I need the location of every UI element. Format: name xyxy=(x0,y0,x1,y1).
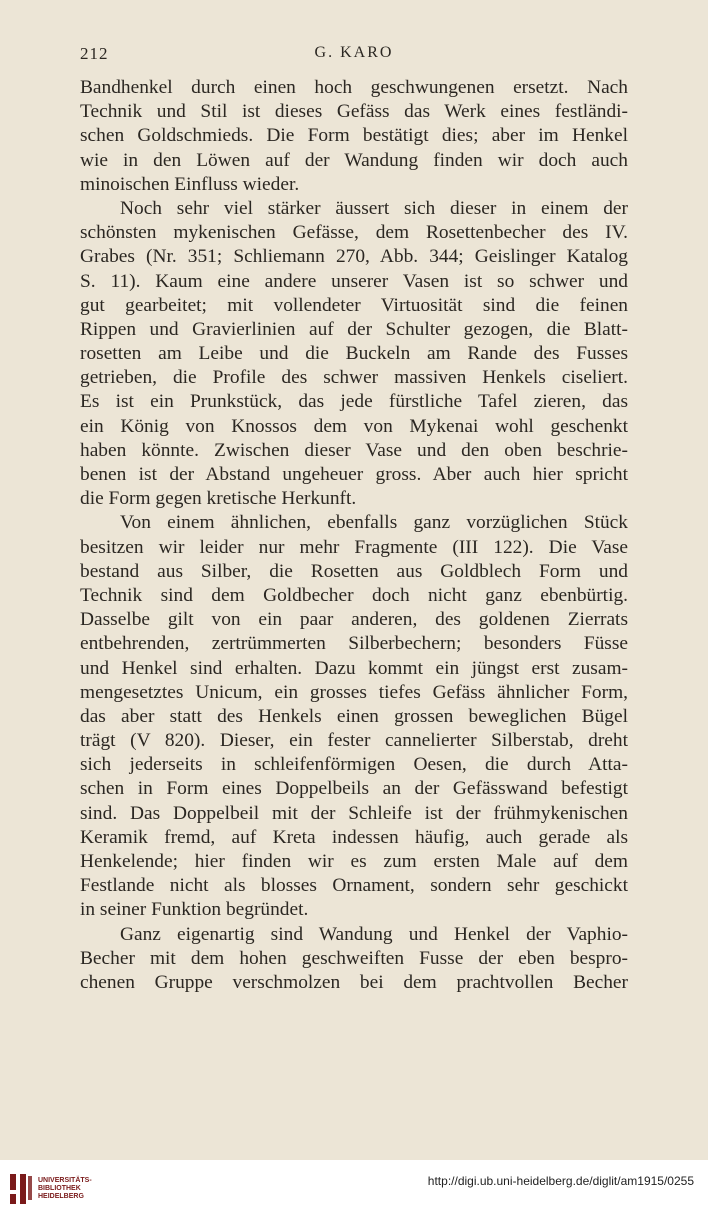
text-line: Rippen und Gravierlinien auf der Schulter gezogen, die Blatt- xyxy=(80,318,628,340)
body-text xyxy=(80,76,628,995)
running-head: G. KARO xyxy=(314,44,394,61)
text-line: Technik und Stil ist dieses Gefäss das Werk eines festländi- xyxy=(80,101,628,123)
text-line: entbehrenden, zertrümmerten Silberbechern; besonders Füsse xyxy=(80,633,628,655)
text-line: rosetten am Leibe und die Buckeln am Rande des Fusses xyxy=(80,343,628,365)
text-line: Grabes (Nr. 351; Schliemann 270, Abb. 344; Geislinger Katalog xyxy=(80,246,628,268)
text-line: getrieben, die Profile des schwer massiven Henkels ciseliert. xyxy=(80,367,628,389)
text-line: wie in den Löwen auf der Wandung finden wir doch auch xyxy=(80,149,628,171)
page-header xyxy=(80,44,628,66)
text-line: das aber statt des Henkels einen grossen beweglichen Bügel xyxy=(80,705,628,727)
text-line: minoischen Einfluss wieder. xyxy=(80,173,300,195)
library-logo[interactable] xyxy=(6,1170,96,1210)
text-line: mengesetztes Unicum, ein grosses tiefes Gefäss ähnlicher Form, xyxy=(80,681,628,703)
page-number: 212 xyxy=(80,44,109,63)
text-line: Festlande nicht als blosses Ornament, sondern sehr geschickt xyxy=(80,875,628,897)
text-line: Dasselbe gilt von ein paar anderen, des goldenen Zierrats xyxy=(80,609,628,631)
text-line: Ganz eigenartig sind Wandung und Henkel der Vaphio- xyxy=(120,923,628,945)
text-line: Henkelende; hier finden wir es zum ersten Male auf dem xyxy=(80,851,628,872)
digitization-footer xyxy=(0,1160,708,1216)
text-line: chenen Gruppe verschmolzen bei dem prachtvollen Becher xyxy=(80,971,628,993)
text-line: Becher mit dem hohen geschweiften Fusse der eben bespro- xyxy=(80,947,628,969)
text-line: in seiner Funktion begründet. xyxy=(80,899,309,921)
text-line: Noch sehr viel stärker äussert sich dieser in einem der xyxy=(120,197,628,219)
text-line: schen in Form eines Doppelbeils an der Gefässwand befestigt xyxy=(80,778,628,800)
text-line: benen ist der Abstand ungeheuer gross. Aber auch hier spricht xyxy=(80,464,628,485)
text-line: ein König von Knossos dem von Mykenai wohl geschenkt xyxy=(80,415,628,437)
text-line: Von einem ähnlichen, ebenfalls ganz vorzüglichen Stück xyxy=(120,512,628,534)
text-line: gut gearbeitet; mit vollendeter Virtuosität sind die feinen xyxy=(80,294,628,316)
logo-text: UNIVERSITÄTS- BIBLIOTHEK HEIDELBERG xyxy=(38,1177,92,1200)
text-line: sind. Das Doppelbeil mit der Schleife ist der frühmykenischen xyxy=(80,802,628,824)
text-line: haben könnte. Zwischen dieser Vase und den oben beschrie- xyxy=(80,439,628,461)
text-line: sich jederseits in schleifenförmigen Oesen, die durch Atta- xyxy=(80,754,628,776)
text-line: Keramik fremd, auf Kreta indessen häufig, auch gerade als xyxy=(80,826,628,848)
text-line: Technik sind dem Goldbecher doch nicht ganz ebenbürtig. xyxy=(80,584,628,606)
text-line: schen Goldschmieds. Die Form bestätigt dies; aber im Henkel xyxy=(80,125,628,147)
text-line: Bandhenkel durch einen hoch geschwungenen ersetzt. Nach xyxy=(80,77,628,98)
text-line: besitzen wir leider nur mehr Fragmente (III 122). Die Vase xyxy=(80,536,628,558)
text-line: die Form gegen kretische Herkunft. xyxy=(80,488,357,510)
text-line: S. 11). Kaum eine andere unserer Vasen ist so schwer und xyxy=(80,270,628,292)
text-line: schönsten mykenischen Gefässe, dem Rosettenbecher des IV. xyxy=(80,222,628,244)
text-line: bestand aus Silber, die Rosetten aus Goldblech Form und xyxy=(80,560,628,582)
text-line: trägt (V 820). Dieser, ein fester cannelierter Silberstab, dreht xyxy=(80,730,628,752)
permalink-url[interactable]: http://digi.ub.uni-heidelberg.de/diglit/am1915/0255 xyxy=(427,1174,694,1188)
text-line: Es ist ein Prunkstück, das jede fürstliche Tafel zieren, das xyxy=(80,391,628,413)
text-line: und Henkel sind erhalten. Dazu kommt ein jüngst erst zusam- xyxy=(80,657,628,679)
heidelberg-library-icon xyxy=(6,1170,34,1208)
